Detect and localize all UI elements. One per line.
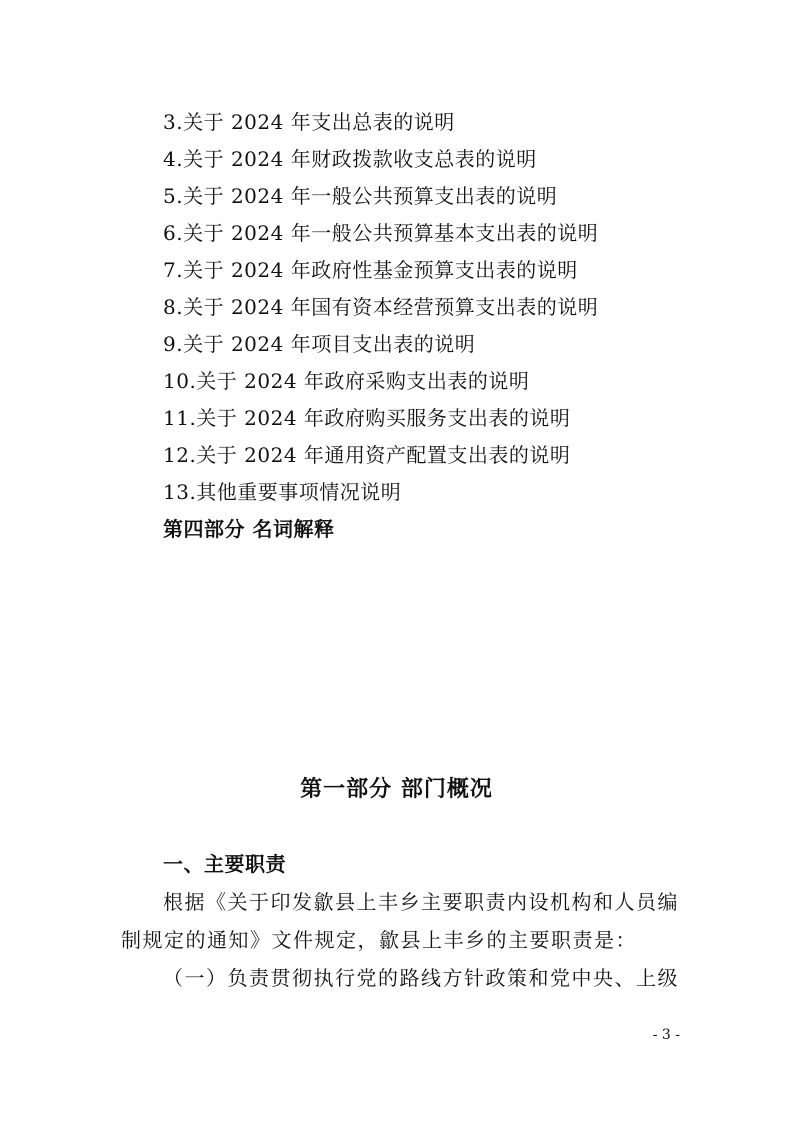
part-one-title: 第一部分 部门概况 (300, 777, 493, 802)
paragraph-line: 制规定的通知》文件规定，歙县上丰乡的主要职责是： (121, 928, 637, 952)
toc-item: 7.关于 2024 年政府性基金预算支出表的说明 (163, 258, 578, 282)
table-of-contents (163, 104, 598, 548)
toc-item: 8.关于 2024 年国有资本经营预算支出表的说明 (163, 295, 599, 319)
toc-item: 4.关于 2024 年财政拨款收支总表的说明 (163, 147, 537, 171)
toc-item: 9.关于 2024 年项目支出表的说明 (163, 332, 476, 356)
toc-item: 13.其他重要事项情况说明 (163, 480, 402, 504)
toc-item: 12.关于 2024 年通用资产配置支出表的说明 (163, 443, 571, 467)
section-heading-main-duties: 一、主要职责 (163, 852, 286, 876)
toc-item: 3.关于 2024 年支出总表的说明 (163, 110, 455, 134)
paragraph-line: （一）负责贯彻执行党的路线方针政策和党中央、上级 (163, 966, 679, 990)
toc-item: 11.关于 2024 年政府购买服务支出表的说明 (163, 406, 571, 430)
page-number: - 3 - (652, 1027, 680, 1043)
toc-item: 10.关于 2024 年政府采购支出表的说明 (163, 369, 530, 393)
toc-item: 6.关于 2024 年一般公共预算基本支出表的说明 (163, 221, 599, 245)
toc-part-four-heading: 第四部分 名词解释 (163, 517, 335, 541)
toc-item: 5.关于 2024 年一般公共预算支出表的说明 (163, 184, 558, 208)
paragraph-line: 根据《关于印发歙县上丰乡主要职责内设机构和人员编 (163, 890, 679, 914)
